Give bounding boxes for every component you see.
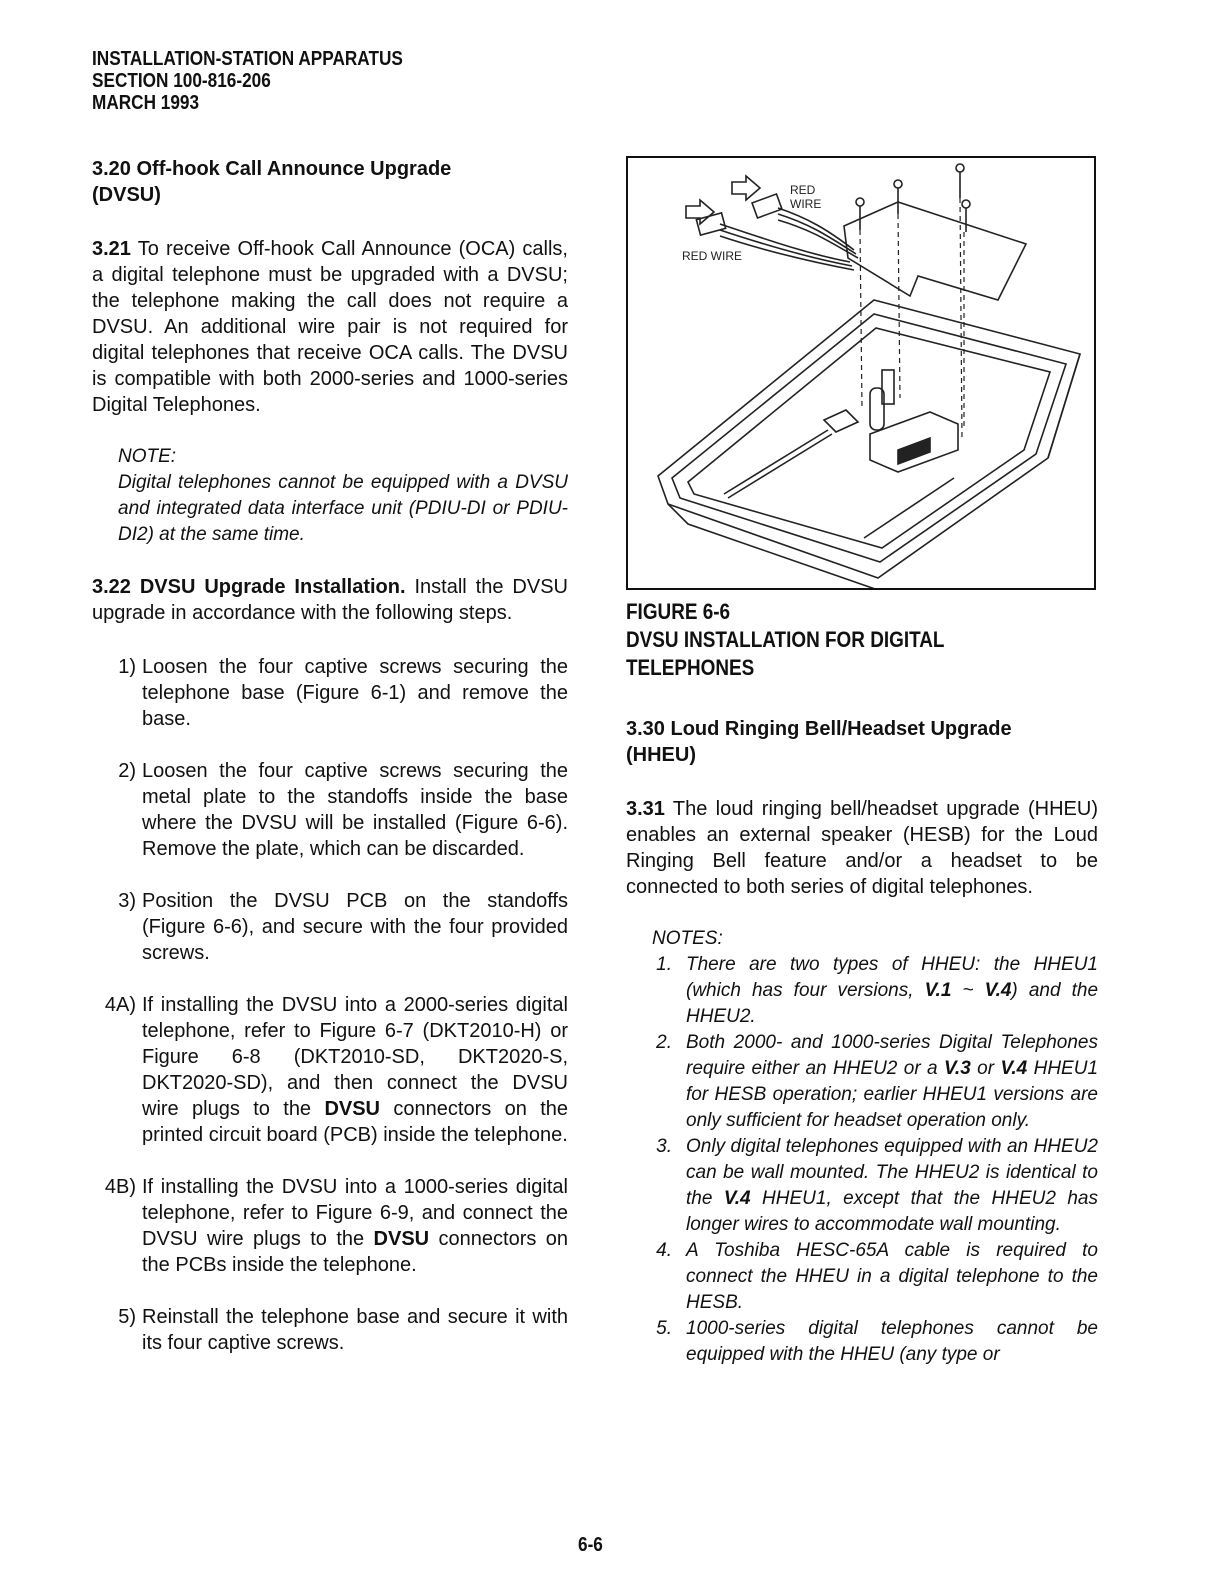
step-emphasis: DVSU [324,1098,381,1120]
step-list [92,654,568,1356]
note-text: HHEU1 for HESB operation; earlier HHEU1 versions are only sufficient for headset operation only. [686,1058,1099,1131]
figure-caption [626,598,1030,682]
note-text: Both 2000- and 1000-series Digital Telephones require either an HHEU2 or a [686,1032,1098,1079]
note-label: 4. [656,1240,672,1261]
header-title: INSTALLATION-STATION APPARATUS [92,48,403,70]
note-text: Only digital telephones equipped with an HHEU2 can be wall mounted. The HHEU2 is identical to the [686,1136,1098,1209]
step-text-cont: connectors on the printed circuit board (PCB) inside the telephone. [142,1098,569,1146]
header-date: MARCH 1993 [92,92,200,114]
paragraph-text: To receive Off-hook Call Announce (OCA) calls, a digital telephone must be upgraded with a DVSU; the telephone making the call does not require a DVSU. An additional wire pair is not required for digital telephones that receive OCA calls. The DVSU is compatible with both 2000-series and 1000-series Digital Telephones. [92,238,568,416]
left-column [92,156,568,1356]
header-section: SECTION 100-816-206 [92,70,271,92]
note-emphasis: V.4 [723,1188,751,1209]
step-text: Loosen the four captive screws securing the telephone base (Figure 6-1) and remove the base. [142,656,568,730]
section-3-30-subtitle: (HHEU) [626,744,696,766]
screw-icon [956,164,964,198]
paragraph-text: Install the DVSU upgrade in accordance with the following steps. [92,576,568,624]
note-text: HHEU1, except that the HHEU2 has longer wires to accommodate wall mounting. [686,1188,1098,1235]
step-text: Reinstall the telephone base and secure it with its four captive screws. [142,1306,568,1354]
list-item [92,888,568,966]
red-wire-label-left: RED WIRE [682,249,742,263]
step-text: Position the DVSU PCB on the standoffs (Figure 6-6), and secure with the four provided screws. [142,890,568,964]
list-item [646,1238,1098,1316]
red-wire-label-top: RED [790,183,816,197]
dvsu-pcb-shape [844,202,1026,300]
note-title: NOTE: [118,446,177,467]
step-text-cont: connectors on the PCBs inside the telephone. [142,1228,568,1276]
list-item [646,1134,1098,1238]
notes-block [626,926,1098,1368]
notes-list [646,952,1098,1368]
telephone-base-drawing [628,158,1094,588]
step-label: 3) [118,890,136,912]
paragraph-number: 3.31 [626,798,665,820]
note-text: ~ [951,980,985,1001]
note-emphasis: V.4 [984,980,1012,1001]
paragraph-text: The loud ringing bell/headset upgrade (HHEU) enables an external speaker (HESB) for the Loud Ringing Bell feature and/or a headset to be connected to both series of digital telephones. [626,798,1098,898]
section-3-20-subtitle: (DVSU) [92,184,161,206]
note-emphasis: V.4 [1000,1058,1028,1079]
figure-number: FIGURE 6-6 [626,599,731,624]
list-item [92,1174,568,1278]
note-text: 1000-series digital telephones cannot be equipped with the HHEU (any type or [686,1318,1098,1365]
red-wire-label-top2: WIRE [790,197,822,211]
paragraph-number: 3.21 [92,238,131,260]
note-text: Digital telephones cannot be equipped with a DVSU and integrated data interface unit (PDIU-DI or PDIU-DI2) at the same time. [118,472,568,545]
screw-icon [894,180,902,214]
note-emphasis: V.1 [924,980,952,1001]
section-3-30-title: 3.30 Loud Ringing Bell/Headset Upgrade [626,718,1012,740]
step-text: Loosen the four captive screws securing the metal plate to the standoffs inside the base where the DVSU will be installed (Figure 6-6). Remove the plate, which can be discarded. [142,760,568,860]
note-text: ) and the HHEU2. [686,980,1099,1027]
note-label: 3. [656,1136,672,1157]
step-text: If installing the DVSU into a 2000-series digital telephone, refer to Figure 6-7 (DKT2010-H) or Figure 6-8 (DKT2010-SD, DKT2020-S, DKT2020-SD), and then connect the DVSU wire plugs to the [142,994,568,1120]
list-item [92,992,568,1148]
list-item [646,1030,1098,1134]
step-emphasis: DVSU [373,1228,430,1250]
list-item [92,654,568,732]
list-item [646,1316,1098,1368]
note-text: There are two types of HHEU: the HHEU1 (which has four versions, [686,954,1098,1001]
step-label: 1) [118,656,136,678]
step-label: 5) [118,1306,136,1328]
step-text: If installing the DVSU into a 1000-series digital telephone, refer to Figure 6-9, and connect the DVSU wire plugs to the [142,1176,568,1250]
notes-title: NOTES: [652,928,723,949]
paragraph-3-31 [626,796,1098,900]
page-number: 6-6 [578,1534,603,1556]
step-label: 2) [118,760,136,782]
right-column [626,716,1098,1368]
paragraph-lead: 3.22 DVSU Upgrade Installation. [92,576,406,598]
section-3-20-heading [92,156,568,208]
figure-6-6-illustration [626,156,1096,590]
list-item [92,1304,568,1356]
list-item [92,758,568,862]
screw-icon [856,198,864,230]
step-label: 4B) [104,1176,136,1198]
section-3-20-title: 3.20 Off-hook Call Announce Upgrade [92,158,452,180]
step-label: 4A) [104,994,136,1016]
figure-title-cont: TELEPHONES [626,655,755,680]
note-label: 2. [656,1032,672,1053]
paragraph-3-21 [92,236,568,418]
screw-icon [962,200,970,232]
list-item [646,952,1098,1030]
page-header [92,48,522,114]
section-3-30-heading [626,716,1098,768]
figure-title: DVSU INSTALLATION FOR DIGITAL [626,627,945,652]
note-block [92,444,568,548]
paragraph-3-22 [92,574,568,626]
note-text: A Toshiba HESC-65A cable is required to connect the HHEU in a digital telephone to the HESB. [686,1240,1098,1313]
note-label: 1. [656,954,672,975]
note-text: or [970,1058,1001,1079]
note-emphasis: V.3 [943,1058,971,1079]
note-label: 5. [656,1318,672,1339]
